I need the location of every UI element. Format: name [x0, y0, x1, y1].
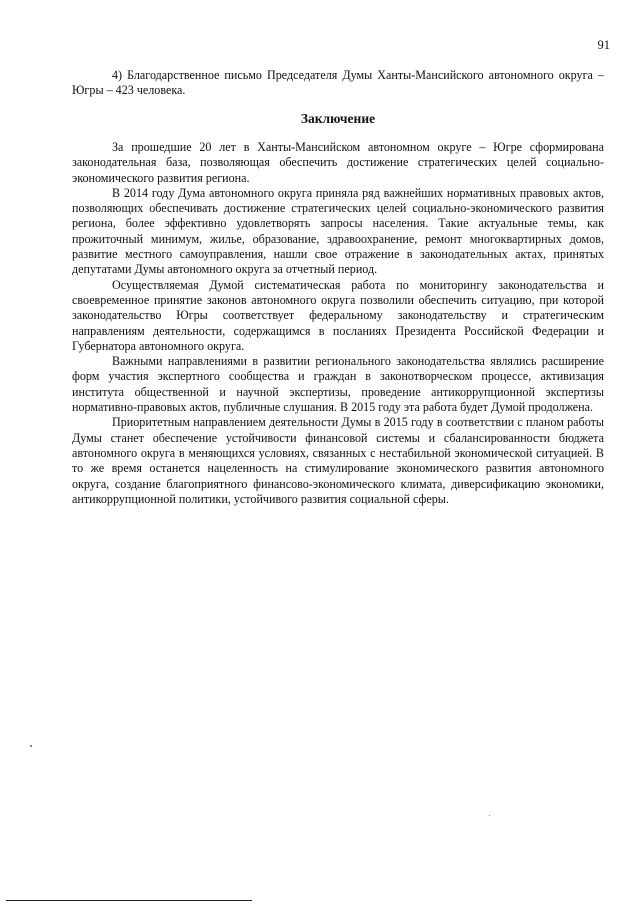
paragraph: В 2014 году Дума автономного округа приняла ряд важнейших нормативных правовых актов, позволяющих обеспечивать достижение стратегических целей социально-экономического развития региона, более эффективно удовлетворять запросы населения. Такие актуальные темы, как прожиточный минимум, жилье, образование, здравоохранение, ремонт многоквартирных домов, развитие местного самоуправления, нашли свое отражение в законодательных актах, принятых депутатами Думы автономного округа за отчетный период.	[72, 185, 604, 277]
paragraph: Осуществляемая Думой систематическая работа по мониторингу законодательства и своевременное принятие законов автономного округа позволили обеспечить ситуацию, при которой законодательство Югры соответствует федеральному законодательству и стратегическим направлениям деятельности, содержащимся в посланиях Президента Российской Федерации и Губернатора автономного округа.	[72, 277, 604, 353]
conclusion-body	[72, 140, 604, 507]
page-number: 91	[597, 38, 610, 52]
intro-block	[72, 68, 604, 99]
list-item-4: 4) Благодарственное письмо Председателя Думы Ханты-Мансийского автономного округа – Югры – 423 человека.	[72, 68, 604, 98]
paragraph: Важными направлениями в развитии регионального законодательства являлись расширение форм участия экспертного сообщества и граждан в законотворческом процессе, активизация института общественной и научной экспертизы, проведение антикоррупционной экспертизы нормативно-правовых актов, публичные слушания. В 2015 году эта работа будет Думой продолжена.	[72, 354, 604, 415]
footnote-divider	[6, 900, 252, 901]
paragraph: За прошедшие 20 лет в Ханты-Мансийском автономном округе – Югре сформирована законодательная база, позволяющая обеспечить достижение стратегических целей социально-экономического развития региона.	[72, 140, 604, 185]
scan-speck	[30, 745, 32, 747]
section-heading: Заключение	[300, 111, 376, 126]
scan-speck	[489, 815, 490, 816]
paragraph: Приоритетным направлением деятельности Думы в 2015 году в соответствии с планом работы Думы станет обеспечение устойчивости финансовой системы и сбалансированности бюджета автономного округа в меняющихся условиях, связанных с нестабильной экономической ситуацией. В то же время останется нацеленность на стимулирование экономического развития автономного округа, создание благоприятного финансово-экономического климата, диверсификацию экономики, антикоррупционной политики, устойчивого развития социальной сферы.	[72, 415, 604, 506]
